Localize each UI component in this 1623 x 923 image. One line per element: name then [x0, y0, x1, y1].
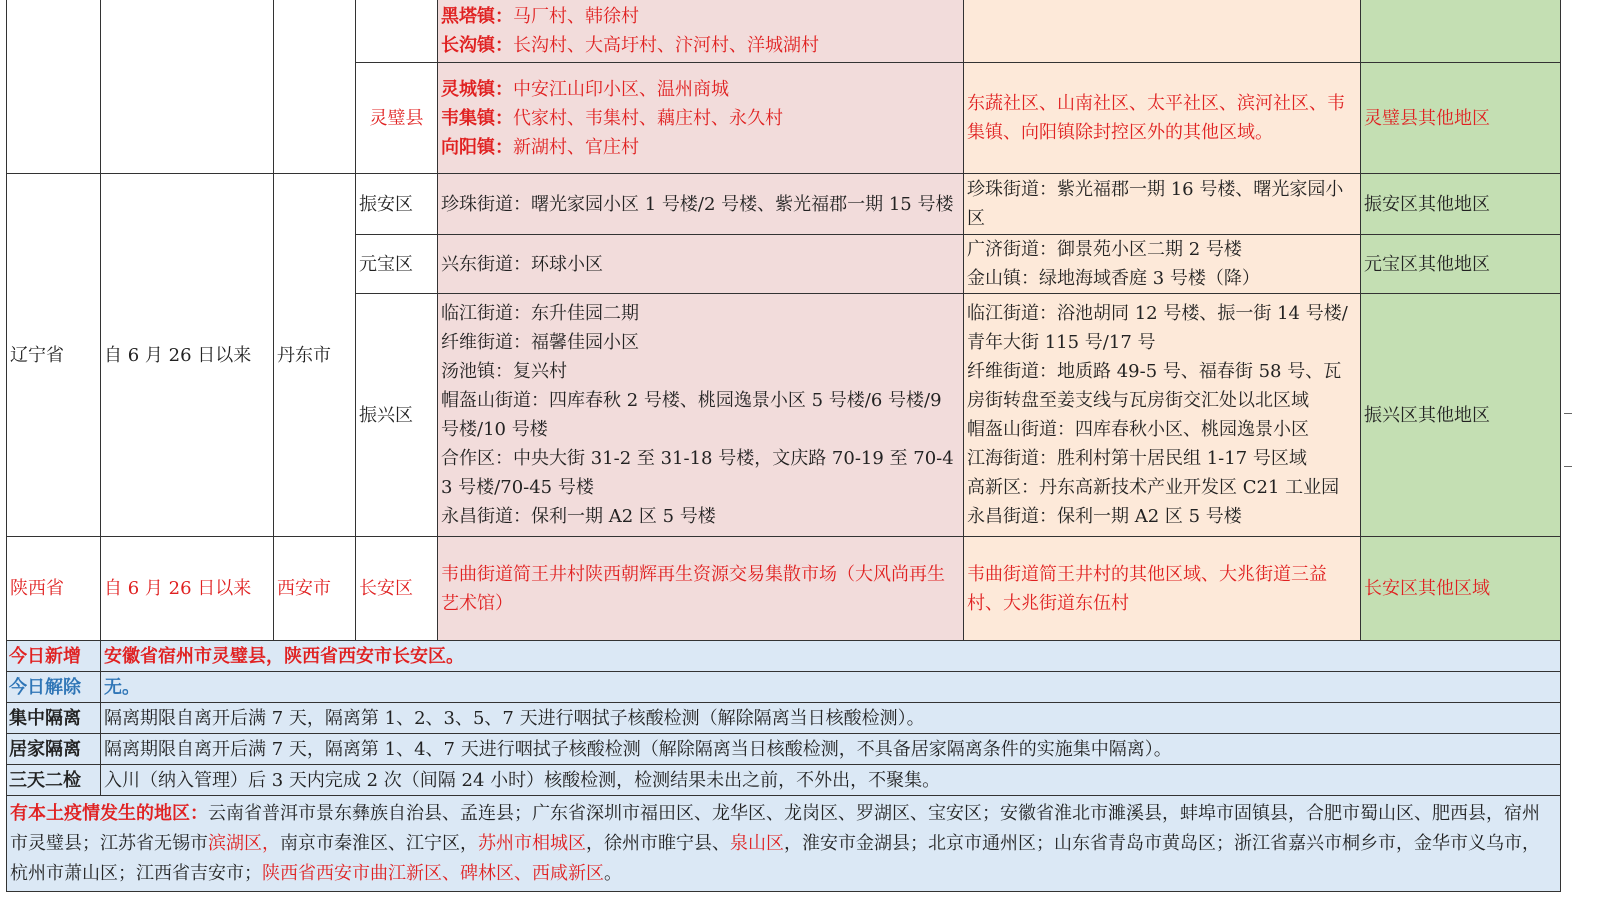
outbreak-text: 。 [604, 863, 622, 884]
three-day-test-row [7, 765, 1561, 796]
today-lifted-label[interactable]: 今日解除 [7, 672, 101, 703]
outbreak-highlight: 苏州市相城区 [478, 833, 586, 854]
control-line: 永昌街道：保利一期 A2 区 5 号楼 [967, 506, 1242, 527]
three-day-test-value[interactable]: 入川（纳入管理）后 3 天内完成 2 次（间隔 24 小时）核酸检测，检测结果未出之前，不外出，不聚集。 [101, 765, 1561, 796]
outbreak-areas-row [7, 796, 1561, 892]
today-new-label[interactable]: 今日新增 [7, 641, 101, 672]
home-quarantine-row [7, 734, 1561, 765]
province-cell[interactable]: 陕西省 [7, 537, 101, 641]
district-cell[interactable]: 振安区 [356, 174, 438, 235]
today-new-row [7, 641, 1561, 672]
since-cell[interactable]: 自 6 月 26 日以来 [101, 537, 274, 641]
sealed-line: 灵城镇：中安江山印小区、温州商城 [441, 78, 729, 100]
city-cell[interactable]: 西安市 [274, 537, 356, 641]
central-quarantine-label[interactable]: 集中隔离 [7, 703, 101, 734]
control-line: 临江街道：浴池胡同 12 号楼、振一街 14 号楼/青年大街 115 号/17 号 [967, 303, 1348, 353]
today-new-value[interactable]: 安徽省宿州市灵璧县，陕西省西安市长安区。 [101, 641, 1561, 672]
outbreak-highlight: 陕西省西安市曲江新区、碑林区、西咸新区 [262, 863, 604, 884]
sealed-line: 兴东街道：环球小区 [441, 253, 603, 275]
sealed-line: 向阳镇：新湖村、官庄村 [441, 136, 639, 158]
home-quarantine-value[interactable]: 隔离期限自离开后满 7 天，隔离第 1、4、7 天进行咽拭子核酸检测（解除隔离当日核酸检测，不具备居家隔离条件的实施集中隔离）。 [101, 734, 1561, 765]
risk-area-table [6, 0, 1561, 892]
control-area-cell[interactable] [964, 0, 1361, 63]
sealed-line: 永昌街道：保利一期 A2 区 5 号楼 [441, 506, 716, 527]
city-cell[interactable] [274, 0, 356, 174]
province-cell[interactable] [7, 0, 101, 174]
control-line: 纤维街道：地质路 49-5 号、福春街 58 号、瓦房街转盘至姜支线与瓦房街交汇处以北区域 [967, 361, 1342, 411]
outbreak-text: ，徐州市睢宁县、 [586, 833, 730, 854]
outbreak-areas-cell[interactable] [7, 796, 1561, 892]
sealed-area-cell[interactable] [438, 294, 964, 537]
prevention-area-cell[interactable] [1361, 0, 1561, 63]
prevention-area-cell[interactable]: 振安区其他地区 [1361, 174, 1561, 235]
sealed-line: 韦集镇：代家村、韦集村、藕庄村、永久村 [441, 107, 783, 129]
control-area-cell[interactable] [964, 235, 1361, 294]
city-cell[interactable]: 丹东市 [274, 174, 356, 537]
sealed-area-cell[interactable] [438, 63, 964, 174]
district-cell[interactable]: 灵璧县 [356, 63, 438, 174]
sealed-line: 临江街道：东升佳园二期 [441, 303, 639, 324]
liaoning-zhenan-row [7, 174, 1561, 235]
home-quarantine-label[interactable]: 居家隔离 [7, 734, 101, 765]
three-day-test-label[interactable]: 三天二检 [7, 765, 101, 796]
shaanxi-row [7, 537, 1561, 641]
control-area-cell[interactable]: 东蔬社区、山南社区、太平社区、滨河社区、韦集镇、向阳镇除封控区外的其他区域。 [964, 63, 1361, 174]
since-cell[interactable]: 自 6 月 26 日以来 [101, 174, 274, 537]
prevention-area-cell[interactable]: 长安区其他区域 [1361, 537, 1561, 641]
since-cell[interactable] [101, 0, 274, 174]
control-line: 高新区：丹东高新技术产业开发区 C21 工业园 [967, 477, 1340, 498]
central-quarantine-row [7, 703, 1561, 734]
sealed-line: 汤池镇：复兴村 [441, 361, 567, 382]
sealed-line: 帽盔山街道：四库春秋 2 号楼、桃园逸景小区 5 号楼/6 号楼/9 号楼/10 号楼 [441, 390, 942, 440]
sealed-line: 合作区：中央大街 31-2 至 31-18 号楼，文庆路 70-19 至 70-43 号楼/70-45 号楼 [441, 448, 954, 498]
district-cell[interactable]: 长安区 [356, 537, 438, 641]
district-cell[interactable] [356, 0, 438, 63]
sealed-line: 长沟镇：长沟村、大高圩村、汴河村、洋城湖村 [441, 34, 819, 56]
sealed-line: 纤维街道：福馨佳园小区 [441, 332, 639, 353]
prevention-area-cell[interactable]: 灵璧县其他地区 [1361, 63, 1561, 174]
outbreak-highlight: 滨湖区， [208, 833, 280, 854]
district-cell[interactable]: 振兴区 [356, 294, 438, 537]
control-area-cell[interactable] [964, 174, 1361, 235]
control-area-cell[interactable] [964, 294, 1361, 537]
sealed-line: 黑塔镇：马厂村、韩徐村 [441, 5, 639, 27]
sealed-area-cell[interactable] [438, 0, 964, 63]
control-line: 珍珠街道：紫光福郡一期 16 号楼、曙光家园小区 [967, 179, 1344, 229]
outbreak-text: 南京市秦淮区、江宁区， [280, 833, 478, 854]
sealed-area-cell[interactable]: 韦曲街道简王井村陕西朝辉再生资源交易集散市场（大风尚再生艺术馆） [438, 537, 964, 641]
prevention-area-cell[interactable]: 元宝区其他地区 [1361, 235, 1561, 294]
today-lifted-row [7, 672, 1561, 703]
central-quarantine-value[interactable]: 隔离期限自离开后满 7 天，隔离第 1、2、3、5、7 天进行咽拭子核酸检测（解除隔离当日核酸检测）。 [101, 703, 1561, 734]
control-line: 广济街道：御景苑小区二期 2 号楼 [967, 239, 1242, 260]
anhui-row-continued [7, 0, 1561, 63]
control-line: 江海街道：胜利村第十居民组 1-17 号区域 [967, 448, 1307, 469]
province-cell[interactable]: 辽宁省 [7, 174, 101, 537]
control-area-cell[interactable]: 韦曲街道简王井村的其他区域、大兆街道三益村、大兆街道东伍村 [964, 537, 1361, 641]
outbreak-text: 云南省普洱市景东彝族自治县、孟连县；广东省深圳市福田区、龙华区、龙岗区、罗湖区、宝安区；安徽省淮北市濉溪县，蚌埠市固镇县，合肥市蜀山区、肥西县，宿州市灵璧县；江苏省无锡市 [10, 803, 1540, 854]
today-lifted-value[interactable]: 无。 [101, 672, 1561, 703]
prevention-area-cell[interactable]: 振兴区其他地区 [1361, 294, 1561, 537]
control-line: 帽盔山街道：四库春秋小区、桃园逸景小区 [967, 419, 1309, 440]
sealed-line: 珍珠街道：曙光家园小区 1 号楼/2 号楼、紫光福郡一期 15 号楼 [441, 193, 954, 215]
district-cell[interactable]: 元宝区 [356, 235, 438, 294]
sealed-area-cell[interactable] [438, 174, 964, 235]
outbreak-text: ，淮安市金湖县；北京市通州区；山东省青岛市黄岛区；浙江省嘉兴市桐乡市，金华市义乌市，杭州市萧山区；江西省吉安市； [10, 833, 1540, 884]
row-edge-marker [1564, 413, 1572, 414]
row-edge-marker [1564, 466, 1572, 467]
outbreak-label: 有本土疫情发生的地区： [10, 803, 208, 824]
outbreak-highlight: 泉山区 [730, 833, 784, 854]
sealed-area-cell[interactable] [438, 235, 964, 294]
control-line: 金山镇：绿地海域香庭 3 号楼（降） [967, 268, 1260, 289]
